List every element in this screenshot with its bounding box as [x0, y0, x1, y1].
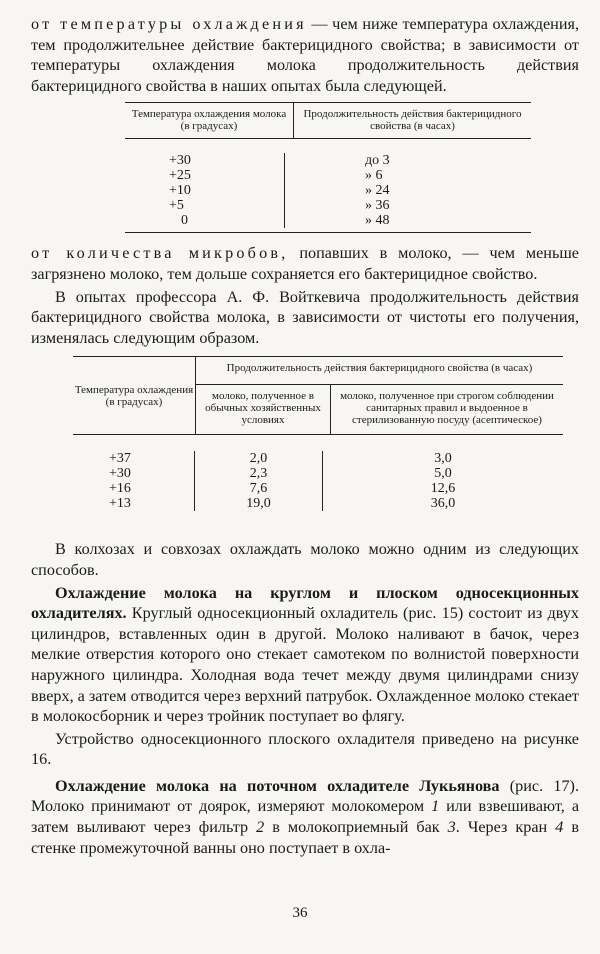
- paragraph-text: (рис. 17). Молоко принимают от доярок, измеряют молокомером: [31, 776, 579, 816]
- table-cell: +30: [169, 153, 191, 169]
- column-ordinary: [195, 451, 323, 511]
- table-temperature-duration: [125, 102, 531, 233]
- paragraph-flat-cooler: Устройство односекционного плоского охладителя приведено на рисунке 16.: [31, 729, 579, 769]
- page-body: [31, 14, 579, 858]
- figure-ref: 1: [431, 797, 440, 816]
- paragraph-temperature: [31, 14, 579, 96]
- table-cell: 2,3: [249, 466, 268, 482]
- column-hours: [285, 153, 531, 228]
- table-cell: +5: [169, 198, 184, 214]
- table-cell: +37: [109, 451, 131, 467]
- lead-phrase: от количества микробов,: [31, 244, 289, 263]
- paragraph-lukyanov-cooler: [31, 776, 579, 858]
- paragraph-text: или взвешивают, а затем выливают через фильтр: [31, 797, 579, 837]
- column-aseptic: [323, 451, 563, 511]
- lead-phrase: от температуры охлаждения: [31, 15, 307, 33]
- section-heading: Охлаждение молока на поточном охладителе Лукьянова: [55, 776, 500, 795]
- paragraph-methods: В колхозах и совхозах охлаждать молоко можно одним из следующих способов.: [31, 540, 579, 579]
- table-cell: » 48: [365, 213, 390, 229]
- table-cell: 19,0: [246, 496, 271, 512]
- paragraph-text: Круглый односекционный охладитель (рис. 15) состоит из двух цилиндров, вставленных один в другой. Молоко наливают в бачок, через мелкие отверстия которого оно стекает самотеком по волнистой поверхности наружного цилиндра. Холодная вода течет между двумя цилиндрами снизу вверх, а затем отводится через верхний патрубок. Охлажденное молоко стекает в молокосборник и через тройник поступает во флягу.: [31, 604, 579, 726]
- table-cell: 5,0: [434, 466, 452, 482]
- table-cell: +16: [109, 481, 131, 497]
- figure-ref: 3: [447, 818, 456, 837]
- paragraph-voitkevich: В опытах профессора А. Ф. Войткевича продолжительность действия бактерицидного свойства молока, в зависимости от чистоты его получения, изменялась следующим образом.: [31, 287, 579, 347]
- table-cell: 12,6: [430, 481, 456, 497]
- table-header-aseptic: молоко, полученное при строгом соблюдении санитарных правил и выдоенное в стерилизованную посуду (асептическое): [340, 390, 554, 427]
- table-cell: до 3: [365, 153, 390, 169]
- table-cell: +25: [169, 168, 191, 184]
- section-heading: Охлаждение молока на круглом и плоском односекционных охладителях.: [31, 583, 579, 623]
- table-cell: 36,0: [430, 496, 456, 512]
- table-header-temperature: Температура охлаждения молока (в градусах): [125, 103, 294, 138]
- table-cell: 2,0: [249, 451, 268, 467]
- paragraph-round-cooler: [31, 583, 579, 727]
- paragraph-text: попавших в молоко, — чем меньше загрязнено молоко, тем дольше сохраняется его бактерицидное свойство.: [31, 244, 579, 283]
- table-cell: +10: [169, 183, 191, 199]
- table-cell: 7,6: [249, 481, 268, 497]
- table-cell: » 24: [365, 183, 390, 199]
- table-cell: +13: [109, 496, 131, 512]
- table-header-duration: Продолжительность действия бактерицидного свойства (в часах): [196, 357, 563, 385]
- table-header-duration: Продолжительность действия бактерицидного свойства (в часах): [303, 108, 522, 133]
- table-cell: » 6: [365, 168, 383, 184]
- paragraph-microbes: [31, 243, 579, 284]
- figure-ref: 4: [555, 818, 564, 837]
- table-cell: +30: [109, 466, 131, 482]
- column-temperatures: [73, 451, 195, 511]
- column-temperatures: [125, 153, 285, 228]
- paragraph-text: — чем ниже температура охлаждения, тем продолжительнее действие бактерицидного свойства; в зависимости от температуры охлаждения молока продолжительность действия бактерицидного свойства в наших опытах была следующей.: [31, 15, 579, 95]
- table-cell: 0: [181, 213, 188, 229]
- table-header-temperature: Температура охлаждения (в градусах): [73, 357, 196, 434]
- table-cell: 3,0: [434, 451, 452, 467]
- paragraph-text: . Через кран: [455, 818, 556, 837]
- figure-ref: 2: [256, 818, 265, 837]
- page-number: 36: [292, 905, 308, 921]
- table-cleanliness-duration: [73, 356, 563, 515]
- paragraph-text: в молокоприемный бак: [264, 818, 448, 837]
- paragraph-text: в стенке промежуточной ванны оно поступает в охла-: [31, 818, 579, 857]
- table-cell: » 36: [365, 198, 390, 214]
- table-header-ordinary: молоко, полученное в обычных хозяйственных условиях: [196, 385, 331, 434]
